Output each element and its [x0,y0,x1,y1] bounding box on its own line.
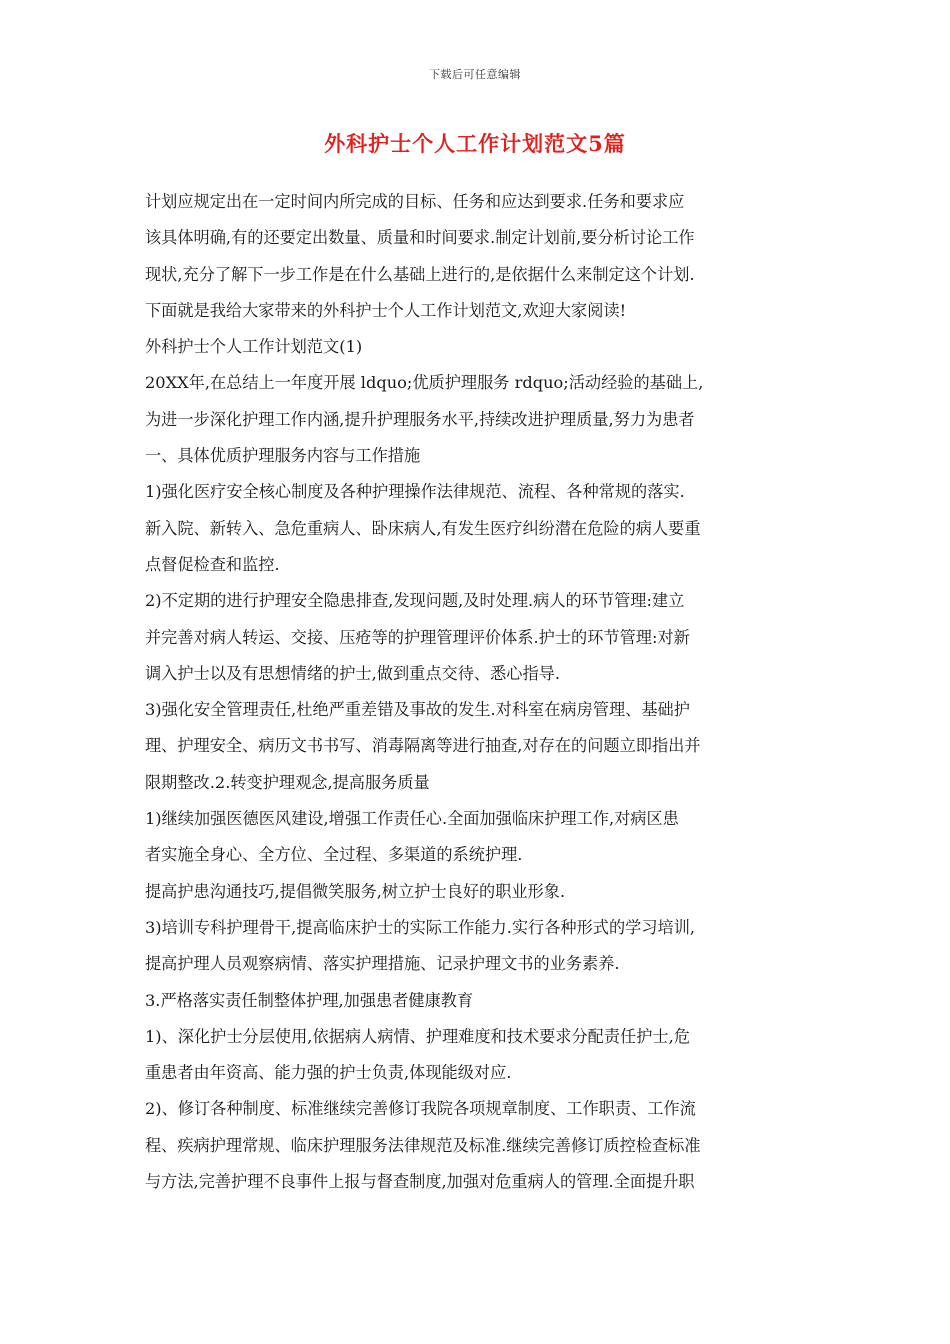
text-line: 20XX年,在总结上一年度开展 ldquo;优质护理服务 rdquo;活动经验的基础上, [145,373,704,393]
text-line: 与方法,完善护理不良事件上报与督查制度,加强对危重病人的管理.全面提升职 [145,1172,695,1192]
text-line: 1)、深化护士分层使用,依据病人病情、护理难度和技术要求分配责任护士,危 [145,1026,690,1046]
text-line: 程、疾病护理常规、临床护理服务法律规范及标准.继续完善修订质控检查标准 [145,1135,701,1155]
text-line: 理、护理安全、病历文书书写、消毒隔离等进行抽查,对存在的问题立即指出并 [145,736,701,756]
section-heading: 外科护士个人工作计划范文(1) [145,337,363,357]
text-line: 3)强化安全管理责任,杜绝严重差错及事故的发生.对科室在病房管理、基础护 [145,700,690,720]
text-line: 1)继续加强医德医风建设,增强工作责任心.全面加强临床护理工作,对病区患 [145,809,679,829]
text-line: 者实施全身心、全方位、全过程、多渠道的系统护理. [145,845,523,865]
text-line: 提高护理人员观察病情、落实护理措施、记录护理文书的业务素养. [145,954,620,974]
text-line: 新入院、新转入、急危重病人、卧床病人,有发生医疗纠纷潜在危险的病人要重 [145,518,701,538]
text-line: 限期整改.2.转变护理观念,提高服务质量 [145,772,430,792]
text-line: 点督促检查和监控. [145,554,280,574]
text-line: 现状,充分了解下一步工作是在什么基础上进行的,是依据什么来制定这个计划. [145,264,695,284]
text-line: 3.严格落实责任制整体护理,加强患者健康教育 [145,990,474,1010]
document-title: 外科护士个人工作计划范文5篇 [324,131,626,156]
text-line: 一、具体优质护理服务内容与工作措施 [145,446,421,466]
text-line: 计划应规定出在一定时间内所完成的目标、任务和应达到要求.任务和要求应 [145,192,685,211]
text-line: 重患者由年资高、能力强的护士负责,体现能级对应. [145,1063,512,1083]
document-body [145,184,810,1200]
text-line: 提高护患沟通技巧,提倡微笑服务,树立护士良好的职业形象. [145,881,566,901]
page-header-note: 下载后可任意编辑 [429,68,521,81]
text-line: 2)不定期的进行护理安全隐患排查,发现问题,及时处理.病人的环节管理:建立 [145,591,685,611]
text-line: 2)、修订各种制度、标准继续完善修订我院各项规章制度、工作职责、工作流 [145,1099,696,1119]
text-line: 调入护士以及有思想情绪的护士,做到重点交待、悉心指导. [145,663,560,683]
text-line: 3)培训专科护理骨干,提高临床护士的实际工作能力.实行各种形式的学习培训, [145,917,696,937]
text-line: 该具体明确,有的还要定出数量、质量和时间要求.制定计划前,要分析讨论工作 [145,228,695,248]
text-line: 1)强化医疗安全核心制度及各种护理操作法律规范、流程、各种常规的落实. [145,482,685,502]
text-line: 并完善对病人转运、交接、压疮等的护理管理评价体系.护士的环节管理:对新 [145,627,690,647]
text-line: 为进一步深化护理工作内涵,提升护理服务水平,持续改进护理质量,努力为患者 [145,409,695,429]
text-line: 下面就是我给大家带来的外科护士个人工作计划范文,欢迎大家阅读! [145,300,627,320]
